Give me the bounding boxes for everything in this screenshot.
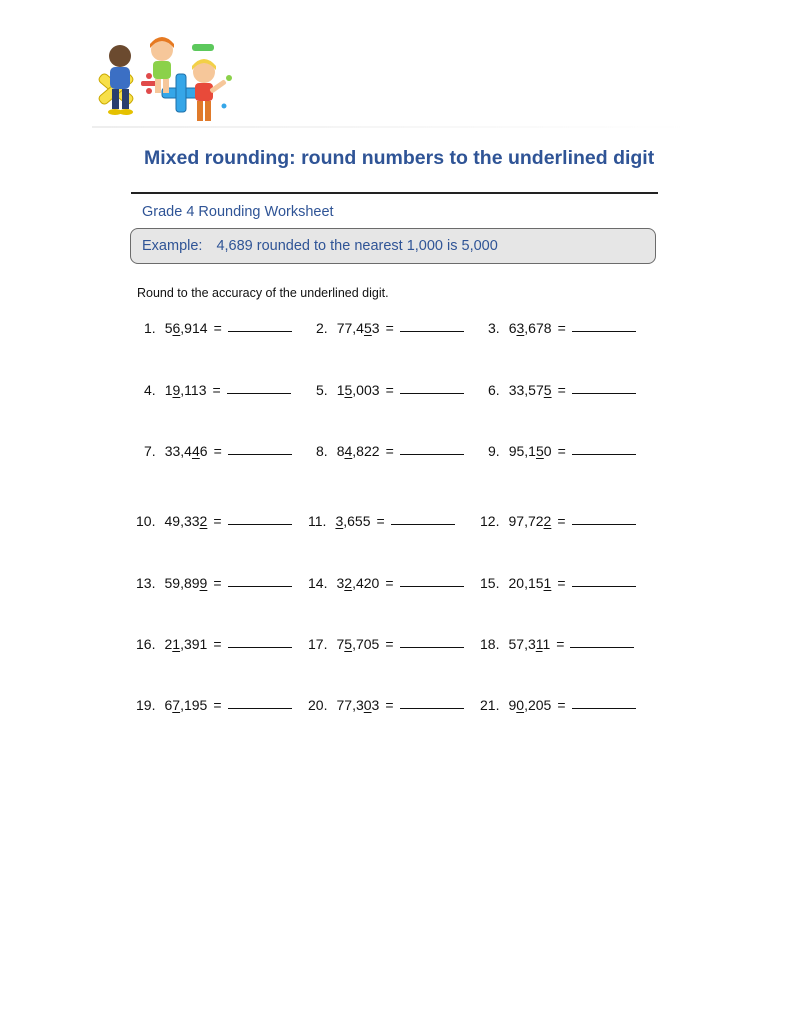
problem-number: 12. bbox=[480, 513, 500, 529]
problem-value: 33,446 bbox=[164, 443, 208, 459]
problem-value: 67,195 bbox=[164, 697, 208, 713]
problem-number: 9. bbox=[488, 443, 500, 459]
answer-blank[interactable] bbox=[572, 523, 636, 525]
problem-number: 4. bbox=[144, 382, 156, 398]
answer-blank[interactable] bbox=[400, 330, 464, 332]
equals-sign: = bbox=[213, 697, 222, 713]
answer-blank[interactable] bbox=[572, 330, 636, 332]
children-math-symbols-icon bbox=[92, 36, 234, 132]
minus-symbol-icon bbox=[192, 44, 214, 51]
problem-number: 10. bbox=[136, 513, 156, 529]
problem-value: 32,420 bbox=[336, 575, 380, 591]
answer-blank[interactable] bbox=[391, 523, 455, 525]
problem-value: 95,150 bbox=[508, 443, 552, 459]
answer-blank[interactable] bbox=[228, 646, 292, 648]
problem-number: 2. bbox=[316, 320, 328, 336]
problem-value: 97,722 bbox=[508, 513, 552, 529]
problem-number: 14. bbox=[308, 575, 328, 591]
problem-number: 5. bbox=[316, 382, 328, 398]
problem-item bbox=[308, 575, 464, 591]
problem-value: 90,205 bbox=[508, 697, 552, 713]
answer-blank[interactable] bbox=[400, 585, 464, 587]
problem-number: 1. bbox=[144, 320, 156, 336]
answer-blank[interactable] bbox=[228, 707, 292, 709]
equals-sign: = bbox=[557, 320, 566, 336]
decoration-dot-icon bbox=[222, 104, 227, 109]
child-right-icon bbox=[192, 59, 227, 121]
problem-item bbox=[136, 575, 292, 591]
problem-item bbox=[316, 320, 464, 336]
problem-value: 19,113 bbox=[164, 382, 207, 398]
problem-number: 21. bbox=[480, 697, 500, 713]
problem-item bbox=[480, 697, 636, 713]
answer-blank[interactable] bbox=[400, 707, 464, 709]
problem-value: 33,575 bbox=[508, 382, 552, 398]
problem-number: 20. bbox=[308, 697, 328, 713]
example-label: Example: bbox=[142, 238, 203, 254]
header-divider bbox=[92, 126, 690, 128]
problem-item bbox=[308, 513, 455, 529]
answer-blank[interactable] bbox=[572, 453, 636, 455]
equals-sign: = bbox=[557, 575, 566, 591]
worksheet-subtitle: Grade 4 Rounding Worksheet bbox=[142, 204, 334, 220]
equals-sign: = bbox=[385, 382, 394, 398]
problem-item bbox=[316, 443, 464, 459]
problem-item bbox=[136, 513, 292, 529]
child-left-icon bbox=[108, 45, 133, 115]
problem-item bbox=[316, 382, 464, 398]
answer-blank[interactable] bbox=[572, 392, 636, 394]
answer-blank[interactable] bbox=[400, 646, 464, 648]
equals-sign: = bbox=[213, 443, 222, 459]
instruction-text: Round to the accuracy of the underlined digit. bbox=[137, 286, 389, 300]
problem-number: 13. bbox=[136, 575, 156, 591]
answer-blank[interactable] bbox=[400, 453, 464, 455]
problem-item bbox=[136, 636, 292, 652]
problem-value: 57,311 bbox=[508, 636, 551, 652]
problem-value: 59,899 bbox=[164, 575, 208, 591]
problem-value: 21,391 bbox=[164, 636, 208, 652]
problem-item bbox=[488, 382, 636, 398]
problem-number: 18. bbox=[480, 636, 500, 652]
equals-sign: = bbox=[557, 513, 566, 529]
problem-value: 77,303 bbox=[336, 697, 380, 713]
answer-blank[interactable] bbox=[572, 707, 636, 709]
answer-blank[interactable] bbox=[228, 330, 292, 332]
problem-number: 7. bbox=[144, 443, 156, 459]
equals-sign: = bbox=[385, 443, 394, 459]
problem-item bbox=[308, 636, 464, 652]
problem-item bbox=[308, 697, 464, 713]
problem-value: 20,151 bbox=[508, 575, 552, 591]
equals-sign: = bbox=[385, 575, 394, 591]
equals-sign: = bbox=[385, 320, 394, 336]
title-underline-rule bbox=[131, 192, 658, 194]
answer-blank[interactable] bbox=[572, 585, 636, 587]
problem-item bbox=[144, 443, 292, 459]
problem-item bbox=[480, 513, 636, 529]
problem-number: 8. bbox=[316, 443, 328, 459]
problem-value: 49,332 bbox=[164, 513, 208, 529]
equals-sign: = bbox=[557, 382, 566, 398]
problem-value: 84,822 bbox=[336, 443, 380, 459]
equals-sign: = bbox=[376, 513, 385, 529]
problem-number: 6. bbox=[488, 382, 500, 398]
problem-value: 56,914 bbox=[164, 320, 208, 336]
problem-item bbox=[136, 697, 292, 713]
problem-value: 15,003 bbox=[336, 382, 380, 398]
problem-item bbox=[144, 382, 291, 398]
answer-blank[interactable] bbox=[570, 646, 634, 648]
problem-number: 16. bbox=[136, 636, 156, 652]
problem-number: 3. bbox=[488, 320, 500, 336]
problem-item bbox=[144, 320, 292, 336]
worksheet-title: Mixed rounding: round numbers to the underlined digit bbox=[144, 147, 655, 169]
example-text: 4,689 rounded to the nearest 1,000 is 5,000 bbox=[216, 238, 498, 254]
equals-sign: = bbox=[385, 697, 394, 713]
answer-blank[interactable] bbox=[227, 392, 291, 394]
decoration-dot-icon bbox=[226, 75, 232, 81]
answer-blank[interactable] bbox=[228, 453, 292, 455]
problem-number: 15. bbox=[480, 575, 500, 591]
equals-sign: = bbox=[213, 636, 222, 652]
problem-value: 3,655 bbox=[335, 513, 371, 529]
problem-item bbox=[488, 320, 636, 336]
equals-sign: = bbox=[213, 320, 222, 336]
problem-value: 75,705 bbox=[336, 636, 380, 652]
equals-sign: = bbox=[557, 697, 566, 713]
problem-value: 63,678 bbox=[508, 320, 552, 336]
problem-number: 17. bbox=[308, 636, 328, 652]
equals-sign: = bbox=[213, 575, 222, 591]
problem-item bbox=[488, 443, 636, 459]
problem-number: 11. bbox=[308, 513, 327, 529]
problem-item bbox=[480, 636, 634, 652]
answer-blank[interactable] bbox=[228, 585, 292, 587]
equals-sign: = bbox=[385, 636, 394, 652]
answer-blank[interactable] bbox=[228, 523, 292, 525]
answer-blank[interactable] bbox=[400, 392, 464, 394]
problem-item bbox=[480, 575, 636, 591]
equals-sign: = bbox=[212, 382, 221, 398]
example-box bbox=[130, 228, 656, 264]
equals-sign: = bbox=[556, 636, 565, 652]
equals-sign: = bbox=[557, 443, 566, 459]
equals-sign: = bbox=[213, 513, 222, 529]
problem-number: 19. bbox=[136, 697, 156, 713]
problem-value: 77,453 bbox=[336, 320, 380, 336]
